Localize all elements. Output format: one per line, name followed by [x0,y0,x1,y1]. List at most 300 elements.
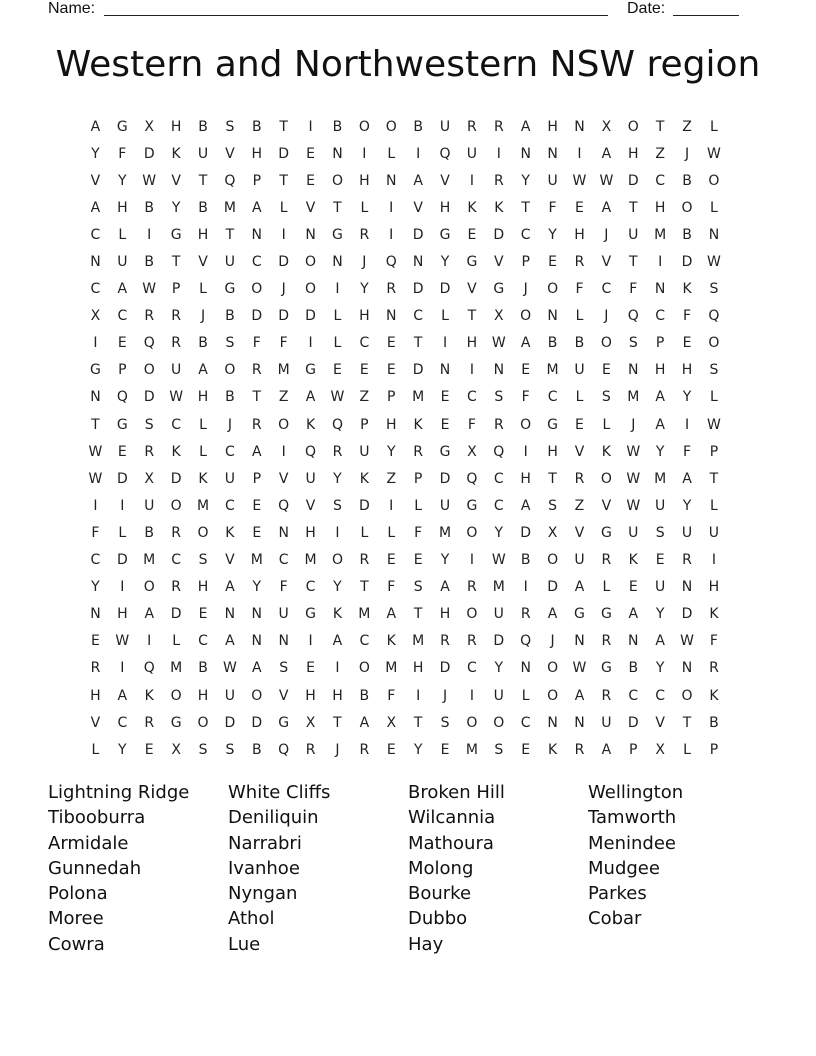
grid-letter[interactable]: N [520,145,531,162]
grid-letter[interactable]: L [710,497,718,514]
grid-letter[interactable]: N [386,172,397,189]
grid-letter[interactable]: R [574,254,585,271]
grid-letter[interactable]: T [198,172,208,189]
grid-letter[interactable]: X [386,714,397,731]
grid-letter[interactable]: V [574,524,585,541]
grid-letter[interactable]: T [413,606,423,623]
grid-letter[interactable]: U [655,579,666,596]
grid-letter[interactable]: E [306,172,315,189]
grid-letter[interactable]: L [118,524,127,541]
grid-letter[interactable]: P [118,362,127,379]
grid-letter[interactable]: S [225,118,235,135]
grid-letter[interactable]: J [362,254,367,271]
grid-letter[interactable]: J [631,416,636,433]
grid-letter[interactable]: K [171,443,181,460]
grid-letter[interactable]: M [196,497,210,514]
grid-letter[interactable]: R [359,741,370,758]
grid-letter[interactable]: R [413,443,423,460]
grid-letter[interactable]: C [171,416,181,433]
grid-letter[interactable]: L [333,308,342,325]
grid-letter[interactable]: C [655,308,666,325]
grid-letter[interactable]: E [521,362,531,379]
grid-letter[interactable]: Q [116,389,128,406]
grid-letter[interactable]: M [627,389,640,406]
grid-letter[interactable]: K [144,687,154,704]
grid-letter[interactable]: A [225,633,235,650]
grid-letter[interactable]: N [493,362,505,379]
grid-letter[interactable]: C [359,633,370,650]
grid-letter[interactable]: F [575,281,584,298]
grid-letter[interactable]: V [198,254,208,271]
grid-letter[interactable]: D [681,254,693,271]
grid-letter[interactable]: F [629,281,638,298]
grid-letter[interactable]: T [709,470,719,487]
grid-letter[interactable]: Y [118,172,127,189]
grid-letter[interactable]: E [252,524,262,541]
grid-letter[interactable]: E [521,741,531,758]
grid-letter[interactable]: O [358,118,370,135]
grid-letter[interactable]: S [333,497,342,514]
grid-letter[interactable]: O [600,470,612,487]
grid-letter[interactable]: S [144,416,154,433]
grid-letter[interactable]: C [493,497,504,514]
grid-letter[interactable]: F [387,687,396,704]
grid-letter[interactable]: S [601,389,611,406]
grid-letter[interactable]: R [574,470,585,487]
grid-letter[interactable]: U [466,145,478,162]
grid-letter[interactable]: P [252,470,262,487]
grid-letter[interactable]: I [469,687,474,704]
grid-letter[interactable]: V [225,145,235,162]
grid-letter[interactable]: E [467,226,477,243]
grid-letter[interactable]: E [117,443,127,460]
grid-letter[interactable]: Y [333,579,342,596]
grid-letter[interactable]: A [655,633,665,650]
grid-letter[interactable]: D [278,308,290,325]
grid-letter[interactable]: R [709,660,719,677]
grid-letter[interactable]: N [547,308,558,325]
grid-letter[interactable]: I [120,660,125,677]
grid-letter[interactable]: B [359,687,370,704]
grid-letter[interactable]: B [198,660,208,677]
grid-letter[interactable]: Y [440,552,450,569]
grid-letter[interactable]: Y [655,606,665,623]
grid-letter[interactable]: W [572,172,587,189]
grid-letter[interactable]: Y [494,524,504,541]
grid-letter[interactable]: V [413,199,423,216]
grid-letter[interactable]: D [116,552,128,569]
grid-letter[interactable]: E [252,497,262,514]
grid-letter[interactable]: K [709,687,719,704]
grid-letter[interactable]: P [629,741,638,758]
grid-letter[interactable]: V [494,254,504,271]
grid-letter[interactable]: N [628,362,639,379]
grid-letter[interactable]: H [170,118,182,135]
grid-letter[interactable]: R [601,687,612,704]
grid-letter[interactable]: R [467,579,477,596]
grid-letter[interactable]: L [575,389,584,406]
grid-letter[interactable]: U [224,687,236,704]
grid-letter[interactable]: M [465,741,478,758]
grid-letter[interactable]: D [251,714,263,731]
grid-letter[interactable]: D [278,254,290,271]
grid-letter[interactable]: O [197,714,209,731]
grid-letter[interactable]: H [439,606,451,623]
grid-letter[interactable]: E [655,552,665,569]
grid-letter[interactable]: B [709,714,719,731]
grid-letter[interactable]: M [438,524,452,541]
grid-letter[interactable]: Y [118,741,127,758]
grid-letter[interactable]: W [626,470,641,487]
grid-letter[interactable]: Z [682,118,692,135]
grid-letter[interactable]: B [144,199,155,216]
grid-letter[interactable]: Z [386,470,397,487]
grid-letter[interactable]: T [252,389,262,406]
grid-letter[interactable]: C [628,687,639,704]
grid-letter[interactable]: L [199,281,207,298]
grid-letter[interactable]: N [251,606,263,623]
grid-letter[interactable]: E [601,362,611,379]
grid-letter[interactable]: L [683,741,691,758]
grid-letter[interactable]: I [523,443,528,460]
grid-letter[interactable]: W [491,552,506,569]
grid-letter[interactable]: I [362,145,367,162]
grid-letter[interactable]: F [118,145,127,162]
grid-letter[interactable]: I [281,443,286,460]
grid-letter[interactable]: Y [413,741,423,758]
grid-letter[interactable]: U [224,254,236,271]
grid-letter[interactable]: O [547,281,559,298]
grid-letter[interactable]: A [225,579,235,596]
grid-letter[interactable]: S [709,362,719,379]
grid-letter[interactable]: J [227,416,232,433]
grid-letter[interactable]: K [198,470,208,487]
grid-letter[interactable]: L [279,199,288,216]
grid-letter[interactable]: C [413,308,424,325]
grid-letter[interactable]: U [547,172,558,189]
grid-letter[interactable]: I [335,660,340,677]
grid-letter[interactable]: D [681,606,693,623]
grid-letter[interactable]: N [520,660,531,677]
grid-letter[interactable]: B [520,552,531,569]
grid-letter[interactable]: W [88,470,103,487]
grid-letter[interactable]: W [169,389,184,406]
grid-letter[interactable]: A [440,579,450,596]
grid-letter[interactable]: L [602,579,611,596]
grid-letter[interactable]: A [520,335,531,352]
grid-letter[interactable]: M [358,606,371,623]
grid-letter[interactable]: U [144,497,155,514]
grid-letter[interactable]: M [385,660,398,677]
grid-letter[interactable]: H [117,199,128,216]
grid-letter[interactable]: M [277,362,290,379]
grid-letter[interactable]: C [520,714,531,731]
grid-letter[interactable]: V [278,687,289,704]
grid-letter[interactable]: J [604,308,609,325]
grid-letter[interactable]: U [278,606,289,623]
grid-letter[interactable]: M [412,633,425,650]
grid-letter[interactable]: D [143,145,155,162]
grid-letter[interactable]: C [90,552,101,569]
grid-letter[interactable]: N [278,633,289,650]
grid-letter[interactable]: N [90,254,101,271]
grid-letter[interactable]: F [414,524,423,541]
grid-letter[interactable]: T [628,254,638,271]
grid-letter[interactable]: D [358,497,370,514]
grid-letter[interactable]: Z [359,389,370,406]
grid-letter[interactable]: Z [574,497,585,514]
grid-letter[interactable]: G [600,524,612,541]
grid-letter[interactable]: N [574,714,585,731]
grid-letter[interactable]: D [143,389,155,406]
grid-letter[interactable]: R [305,741,316,758]
grid-letter[interactable]: I [469,552,474,569]
grid-letter[interactable]: H [197,579,209,596]
grid-letter[interactable]: X [144,118,155,135]
grid-letter[interactable]: U [197,145,209,162]
grid-letter[interactable]: L [710,199,718,216]
grid-letter[interactable]: K [467,199,477,216]
grid-letter[interactable]: J [604,226,609,243]
grid-letter[interactable]: K [171,145,181,162]
grid-letter[interactable]: C [305,579,316,596]
grid-letter[interactable]: O [547,687,559,704]
grid-letter[interactable]: N [654,281,666,298]
grid-letter[interactable]: P [171,281,181,298]
grid-letter[interactable]: G [224,281,236,298]
grid-letter[interactable]: A [252,199,262,216]
grid-letter[interactable]: K [225,524,235,541]
grid-letter[interactable]: G [439,226,451,243]
name-blank-line[interactable] [104,15,608,16]
grid-letter[interactable]: H [197,687,209,704]
grid-letter[interactable]: A [628,606,639,623]
grid-letter[interactable]: N [90,606,101,623]
grid-letter[interactable]: D [278,145,290,162]
grid-letter[interactable]: D [627,172,639,189]
grid-letter[interactable]: V [90,714,101,731]
grid-letter[interactable]: U [574,362,585,379]
grid-letter[interactable]: L [333,335,342,352]
grid-letter[interactable]: H [547,443,558,460]
grid-letter[interactable]: E [306,145,315,162]
grid-letter[interactable]: O [224,362,236,379]
grid-letter[interactable]: L [602,416,611,433]
grid-letter[interactable]: F [521,389,530,406]
grid-letter[interactable]: C [117,714,128,731]
grid-letter[interactable]: X [601,118,612,135]
grid-letter[interactable]: O [681,687,693,704]
grid-letter[interactable]: R [601,552,612,569]
grid-letter[interactable]: P [655,335,665,352]
grid-letter[interactable]: Q [278,741,290,758]
grid-letter[interactable]: Y [521,172,530,189]
grid-letter[interactable]: Y [252,579,262,596]
grid-letter[interactable]: U [628,524,639,541]
grid-letter[interactable]: D [493,633,505,650]
grid-letter[interactable]: A [601,741,612,758]
grid-letter[interactable]: C [225,443,235,460]
grid-letter[interactable]: J [281,281,286,298]
grid-letter[interactable]: U [681,524,693,541]
grid-letter[interactable]: S [655,524,665,541]
grid-letter[interactable]: Y [440,254,450,271]
grid-letter[interactable]: Y [386,443,396,460]
grid-letter[interactable]: O [251,281,263,298]
grid-letter[interactable]: I [335,524,340,541]
grid-letter[interactable]: D [412,362,424,379]
date-blank-line[interactable] [673,15,739,16]
grid-letter[interactable]: O [305,254,317,271]
grid-letter[interactable]: U [117,254,128,271]
grid-letter[interactable]: A [574,687,585,704]
grid-letter[interactable]: I [308,633,313,650]
grid-letter[interactable]: G [574,606,585,623]
grid-letter[interactable]: Y [333,470,342,487]
grid-letter[interactable]: J [684,145,690,162]
grid-letter[interactable]: E [440,741,450,758]
grid-letter[interactable]: H [412,660,424,677]
grid-letter[interactable]: L [360,199,369,216]
grid-letter[interactable]: G [600,606,612,623]
grid-letter[interactable]: D [412,281,424,298]
grid-letter[interactable]: K [494,199,504,216]
grid-letter[interactable]: C [198,633,208,650]
grid-letter[interactable]: N [412,254,424,271]
grid-letter[interactable]: M [654,470,667,487]
grid-letter[interactable]: N [681,579,693,596]
grid-letter[interactable]: D [439,281,451,298]
grid-letter[interactable]: I [684,416,690,433]
grid-letter[interactable]: L [710,389,718,406]
grid-letter[interactable]: S [198,552,208,569]
grid-letter[interactable]: S [225,741,235,758]
grid-letter[interactable]: X [90,308,101,325]
grid-letter[interactable]: P [413,470,423,487]
grid-letter[interactable]: S [440,714,450,731]
grid-letter[interactable]: H [520,470,531,487]
grid-letter[interactable]: N [547,145,558,162]
grid-letter[interactable]: I [577,145,582,162]
grid-letter[interactable]: P [387,389,396,406]
grid-letter[interactable]: N [305,226,316,243]
grid-letter[interactable]: T [225,226,235,243]
grid-letter[interactable]: J [550,633,555,650]
grid-letter[interactable]: O [251,687,263,704]
grid-letter[interactable]: R [467,633,477,650]
grid-letter[interactable]: U [224,470,236,487]
grid-letter[interactable]: P [360,416,369,433]
grid-letter[interactable]: C [359,335,370,352]
grid-letter[interactable]: G [116,416,128,433]
grid-letter[interactable]: B [332,118,343,135]
grid-letter[interactable]: D [520,524,532,541]
grid-letter[interactable]: G [466,254,478,271]
grid-letter[interactable]: R [171,308,181,325]
grid-letter[interactable]: U [170,362,182,379]
grid-letter[interactable]: C [171,552,181,569]
grid-letter[interactable]: T [467,308,477,325]
grid-letter[interactable]: G [600,660,612,677]
grid-letter[interactable]: K [682,281,692,298]
grid-letter[interactable]: C [467,389,477,406]
grid-letter[interactable]: R [144,714,155,731]
grid-letter[interactable]: N [251,633,263,650]
grid-letter[interactable]: W [115,633,130,650]
grid-letter[interactable]: V [305,497,316,514]
grid-letter[interactable]: D [170,470,182,487]
grid-letter[interactable]: A [305,389,316,406]
grid-letter[interactable]: O [466,606,478,623]
grid-letter[interactable]: T [655,118,665,135]
grid-letter[interactable]: I [389,226,394,243]
grid-letter[interactable]: A [655,416,665,433]
grid-letter[interactable]: N [547,714,558,731]
grid-letter[interactable]: L [575,308,584,325]
grid-letter[interactable]: K [386,633,396,650]
grid-letter[interactable]: E [440,389,450,406]
grid-letter[interactable]: A [601,199,612,216]
grid-letter[interactable]: D [439,660,451,677]
grid-letter[interactable]: V [655,714,665,731]
grid-letter[interactable]: E [91,633,100,650]
grid-letter[interactable]: I [496,145,501,162]
grid-letter[interactable]: H [627,145,639,162]
grid-letter[interactable]: I [523,579,528,596]
grid-letter[interactable]: T [360,579,369,596]
grid-letter[interactable]: N [90,389,101,406]
grid-letter[interactable]: E [144,741,154,758]
grid-letter[interactable]: O [331,172,343,189]
grid-letter[interactable]: L [199,416,207,433]
grid-letter[interactable]: I [711,552,716,569]
grid-letter[interactable]: B [682,226,692,243]
grid-letter[interactable]: A [117,687,128,704]
grid-letter[interactable]: U [708,524,720,541]
grid-letter[interactable]: B [251,741,262,758]
grid-letter[interactable]: S [494,389,504,406]
grid-letter[interactable]: G [278,714,290,731]
grid-letter[interactable]: A [574,579,585,596]
grid-letter[interactable]: Y [494,660,504,677]
grid-letter[interactable]: F [683,443,692,460]
grid-letter[interactable]: V [225,552,235,569]
grid-letter[interactable]: T [171,254,181,271]
grid-letter[interactable]: I [469,172,474,189]
grid-letter[interactable]: G [493,281,505,298]
grid-letter[interactable]: O [466,524,478,541]
grid-letter[interactable]: B [251,118,262,135]
grid-letter[interactable]: V [440,172,450,189]
grid-letter[interactable]: G [439,443,451,460]
grid-letter[interactable]: B [225,308,235,325]
grid-letter[interactable]: O [520,416,532,433]
grid-letter[interactable]: C [520,226,531,243]
grid-letter[interactable]: N [278,524,289,541]
grid-letter[interactable]: Q [385,254,397,271]
grid-letter[interactable]: D [547,579,558,596]
grid-letter[interactable]: O [331,552,343,569]
grid-letter[interactable]: W [626,497,641,514]
grid-letter[interactable]: D [493,226,505,243]
grid-letter[interactable]: O [466,714,478,731]
grid-letter[interactable]: O [547,552,559,569]
grid-letter[interactable]: O [520,308,532,325]
grid-letter[interactable]: H [90,687,101,704]
grid-letter[interactable]: R [359,552,370,569]
grid-letter[interactable]: Q [520,633,532,650]
grid-letter[interactable]: O [278,416,290,433]
